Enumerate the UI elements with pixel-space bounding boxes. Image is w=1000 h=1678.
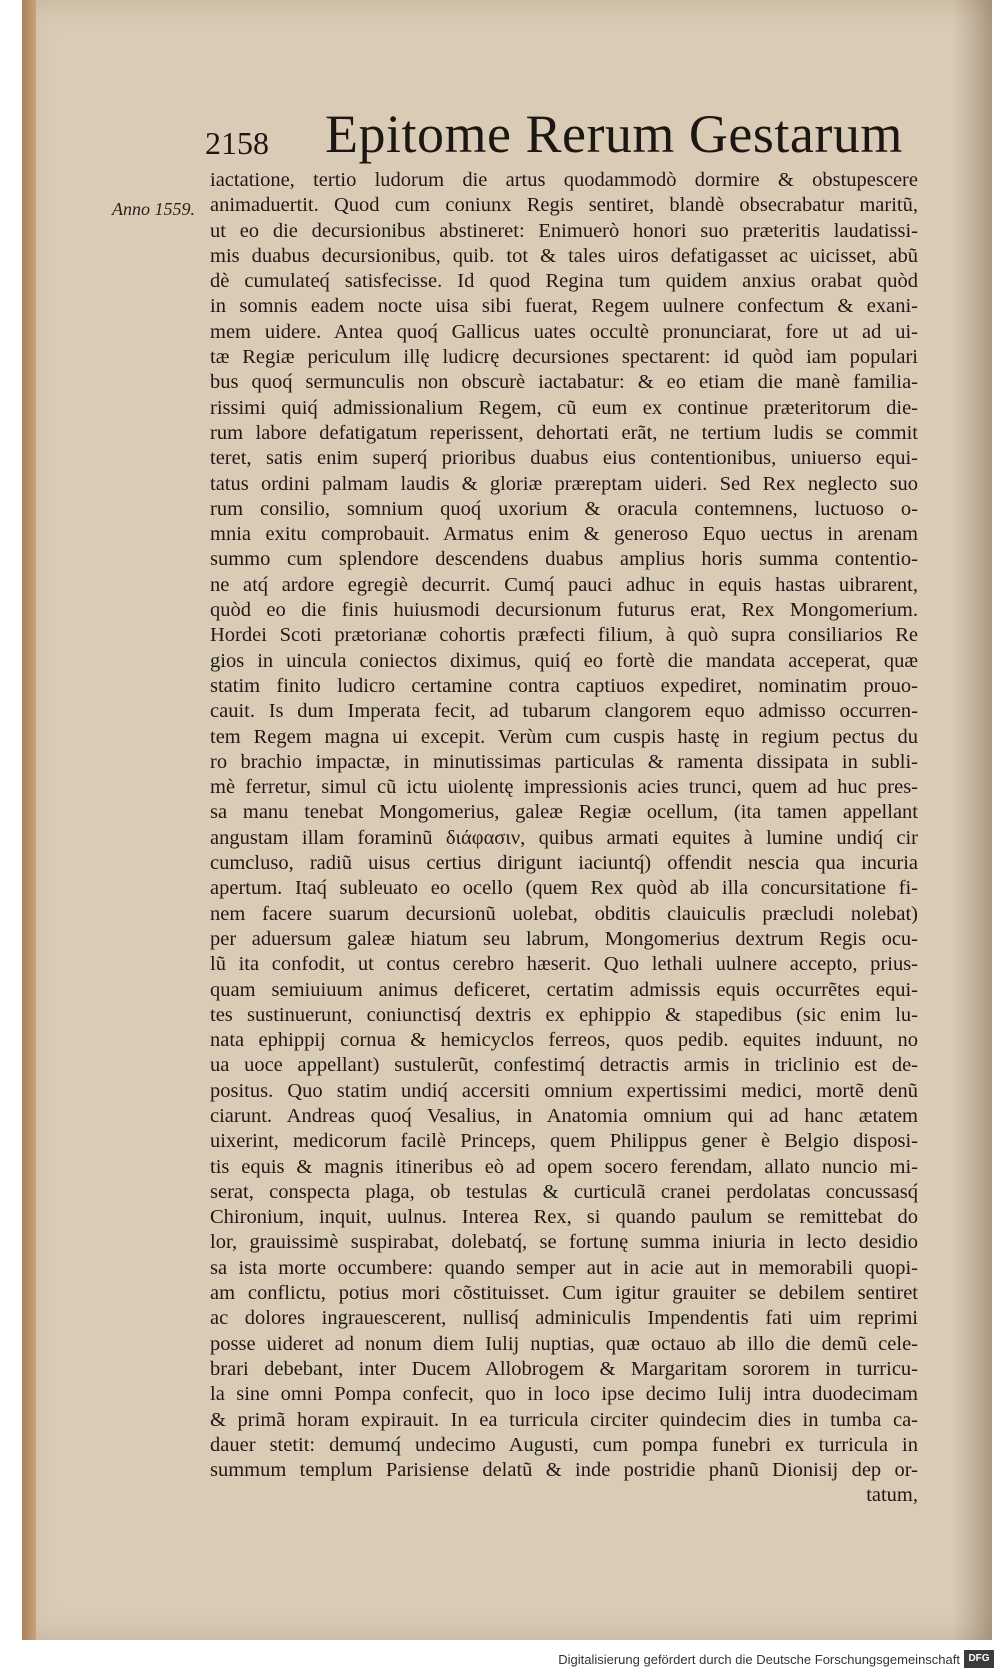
text-line: ciarunt. Andreas quoq́ Vesalius, in Anatomia omnium qui ad hanc ætatem [210, 1104, 918, 1127]
text-line: lũ ita confodit, ut contus cerebro hæserit. Quo lethali uulnere accepto, prius- [210, 953, 918, 976]
text-line: brari debebant, inter Ducem Allobrogem & Margaritam sororem in turricu- [210, 1357, 918, 1380]
text-line: & primã horam expirauit. In ea turricula circiter quindecim dies in tumba ca- [210, 1408, 918, 1431]
text-line: mnia exitu comprobauit. Armatus enim & generoso Equo uectus in arenam [210, 523, 918, 546]
text-line: am conflictu, potius mori cõstituisset. Cum igitur grauiter se debilem sentiret [210, 1282, 918, 1305]
margin-note-year: Anno 1559. [112, 199, 195, 219]
body-text [210, 168, 918, 1509]
text-line: rum labore defatigatum reperissent, dehortati erãt, ne tertium ludis se commit [210, 421, 918, 444]
text-line: tatus ordini palmam laudis & gloriæ præreptam uideri. Sed Rex neglecto suo [210, 472, 918, 495]
text-line: tes sustinuerunt, coniunctisq́ dextris ex ephippio & stapedibus (sic enim lu- [210, 1003, 918, 1026]
text-line: ua uoce appellant) sustulerũt, confestimq́ detractis armis in triclinio est de- [210, 1054, 918, 1077]
text-line: Chironium, inquit, uulnus. Interea Rex, si quando paulum se remittebat do [210, 1206, 918, 1229]
text-line: summo cum splendore descendens duabus amplius horis summa contentio- [210, 548, 918, 571]
text-line: ac dolores ingrauescerent, nullisq́ adminiculis Impendentis fati uim reprimi [210, 1307, 918, 1330]
text-line: tatum, [866, 1484, 918, 1507]
text-line: nata ephippij cornua & hemicyclos ferreos, quos pedib. equites induunt, no [210, 1029, 918, 1052]
page-header [0, 95, 1000, 165]
text-line: Hordei Scoti prætorianæ cohortis præfecti filium, à quò supra consiliarios Re [210, 624, 918, 647]
text-line: gios in uincula coniectos diximus, quiq́ eo fortè die mandata acceperat, quæ [210, 649, 918, 672]
text-line: mè ferretur, simul cũ ictu uiolentę impressionis acies trunci, quem ad huc pres- [210, 776, 918, 799]
text-line: nem facere suarum decursionũ uolebat, obditis clauiculis præcludi nolebat) [210, 902, 918, 925]
text-line: bus quoq́ sermunculis non obscurè iactabatur: & eo etiam die manè familia- [210, 371, 918, 394]
footer-bar [0, 1640, 1000, 1678]
text-line: uixerint, medicorum facilè Princeps, quem Philippus gener è Belgio disposi- [210, 1130, 918, 1153]
text-line: quam semiuiuum animus deficeret, certatim admissis equis occurrẽtes equi- [210, 978, 918, 1001]
page-edge [22, 0, 36, 1640]
text-line: mis duabus decursionibus, quib. tot & tales uiros defatigasset ac uicisset, abũ [210, 244, 918, 267]
footer-credit: Digitalisierung gefördert durch die Deutsche Forschungsgemeinschaft [558, 1652, 960, 1667]
gutter-shadow [952, 0, 992, 1640]
text-line: per aduersum galeæ hiatum seu labrum, Mongomerius dextrum Regis ocu- [210, 927, 918, 950]
page-number: 2158 [205, 125, 269, 161]
text-line: ne atq́ ardore egregiè decurrit. Cumq́ pauci adhuc in equis hastas uibrarent, [210, 573, 918, 596]
text-line: rissimi quiq́ admissionalium Regem, cũ eum ex continue præteritorum die- [210, 396, 918, 419]
text-line: cumcluso, radiũ uisus certius dirigunt iaciuntq́) offendit nescia qua incuria [210, 852, 918, 875]
text-line: summum templum Parisiense delatũ & inde postridie phanũ Dionisij dep or- [210, 1459, 918, 1482]
text-line: tis equis & magnis itineribus eò ad opem socero ferendam, allato nuncio mi- [210, 1155, 918, 1178]
text-line: statim finito ludicro certamine contra captiuos expediret, nominatim prouo- [210, 674, 918, 697]
text-line: iactatione, tertio ludorum die artus quodammodò dormire & obstupescere [210, 169, 918, 191]
text-line: ro brachio impactæ, in minutissimas particulas & ramenta dissipata in subli- [210, 750, 918, 773]
running-title: Epitome Rerum Gestarum [325, 104, 903, 164]
text-line: dè cumulateq́ satisfecisse. Id quod Regina tum quidem anxius orabat quòd [210, 270, 918, 293]
text-line: ut eo die decursionibus abstineret: Enimuerò honori suo præteritis laudatissi- [210, 219, 918, 242]
text-line: animaduertit. Quod cum coniunx Regis sentiret, blandè obsecrabatur maritũ, [210, 194, 918, 217]
dfg-logo: DFG [964, 1650, 994, 1668]
text-line: positus. Quo statim undiq́ accersiti omnium expertissimi medici, mortẽ denũ [210, 1079, 918, 1102]
text-line: serat, conspecta plaga, ob testulas & curticulã cranei perdolatas concussasq́ [210, 1180, 918, 1203]
text-line: sa ista morte occumbere: quando semper aut in acie aut in memorabili quopi- [210, 1256, 918, 1279]
text-line: tæ Regiæ periculum illę ludicrę decursiones spectarent: id quòd iam populari [210, 346, 918, 369]
text-line: teret, satis enim superq́ prioribus duabus eius contentionibus, uniuerso equi- [210, 447, 918, 470]
text-line: quòd eo die finis huiusmodi decursionum futurus erat, Rex Mongomerium. [210, 599, 918, 622]
text-line: in somnis eadem nocte uisa sibi fuerat, Regem uulnere confectum & exani- [210, 295, 918, 318]
text-line: cauit. Is dum Imperata fecit, ad tubarum clangorem equo admisso occurren- [210, 700, 918, 723]
text-line: la sine omni Pompa confecit, quo in loco ipse decimo Iulij intra duodecimam [210, 1383, 918, 1406]
text-line: angustam illam foraminũ διάφασιν, quibus armati equites à lumine undiq́ cir [210, 826, 918, 849]
text-line: rum consilio, somnium quoq́ uxorium & oracula contemnens, luctuoso o- [210, 497, 918, 520]
text-line: posse uideret ad nonum diem Iulij nuptias, quæ octauo ab illo die demũ cele- [210, 1332, 918, 1355]
text-line: mem uidere. Antea quoq́ Gallicus uates occultè pronunciarat, fore ut ad ui- [210, 320, 918, 343]
text-line: apertum. Itaq́ subleuato eo ocello (quem Rex quòd ab illa concursitatione fi- [210, 877, 918, 900]
text-line: dauer stetit: demumq́ undecimo Augusti, cum pompa funebri ex turricula in [210, 1433, 918, 1456]
text-line: lor, grauissimè suspirabat, dolebatq́, se fortunę summa iniuria in lecto desidio [210, 1231, 918, 1254]
text-line: sa manu tenebat Mongomerius, galeæ Regiæ ocellum, (ita tamen appellant [210, 801, 918, 824]
text-line: tem Regem magna ui excepit. Verùm cum cuspis hastę in regium pectus du [210, 725, 918, 748]
